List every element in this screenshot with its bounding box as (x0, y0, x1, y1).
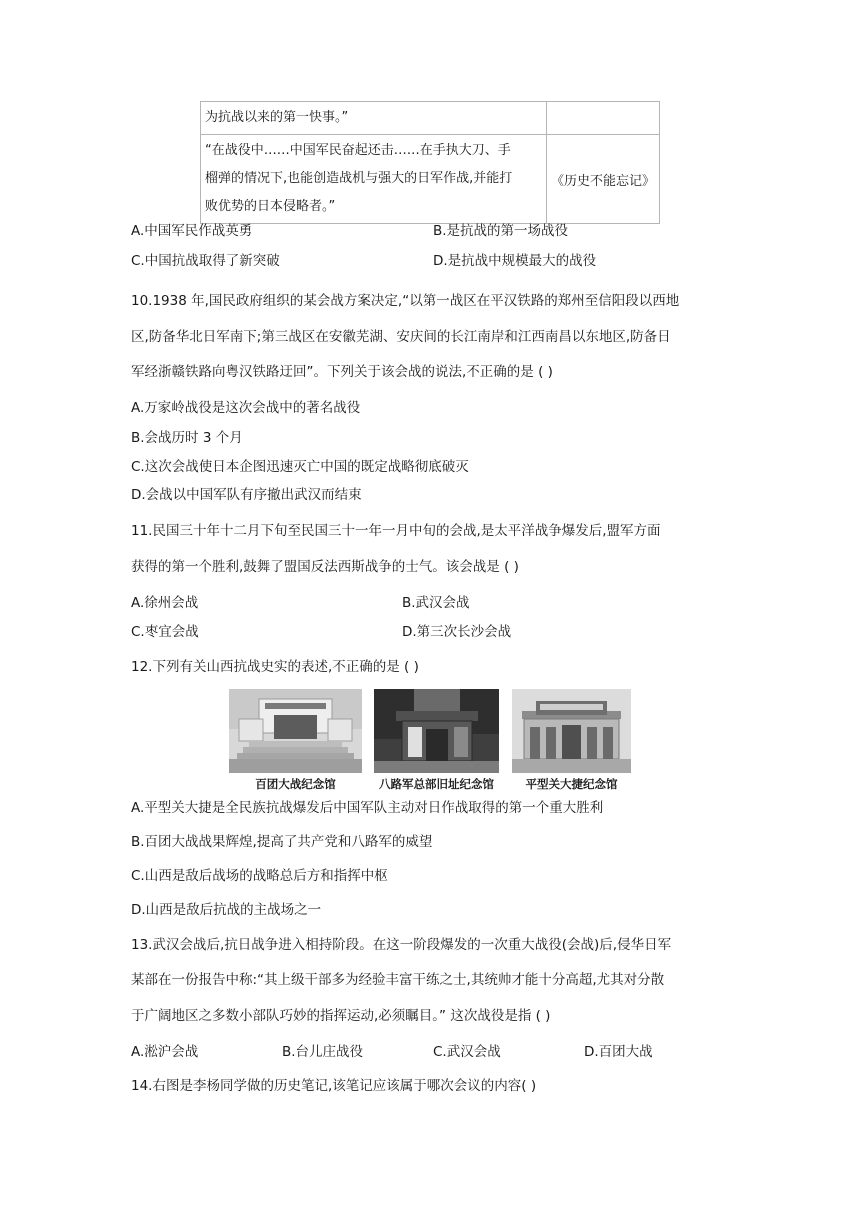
q10-option-d[interactable]: D.会战以中国军队有序撤出武汉而结束 (131, 487, 362, 503)
photo-hundred-regiments-memorial (229, 689, 362, 791)
q9-option-a[interactable]: A.中国军民作战英勇 (131, 223, 253, 239)
q11-stem-line: 11.民国三十年十二月下旬至民国三十一年一月中旬的会战,是太平洋战争爆发后,盟军方面 (131, 523, 661, 539)
photo-pingxingguan-memorial (512, 689, 631, 791)
q11-option-d[interactable]: D.第三次长沙会战 (402, 624, 512, 640)
q13-option-a[interactable]: A.淞沪会战 (131, 1044, 199, 1060)
q11-option-a[interactable]: A.徐州会战 (131, 595, 199, 611)
hq-gate-image (374, 689, 499, 773)
q14-stem: 14.右图是李杨同学做的历史笔记,该笔记应该属于哪次会议的内容( ) (131, 1078, 537, 1094)
q10-option-a[interactable]: A.万家岭战役是这次会战中的著名战役 (131, 400, 361, 416)
table-source-cell: 《历史不能忘记》 (546, 135, 659, 224)
q11-option-c[interactable]: C.枣宜会战 (131, 624, 199, 640)
quote-line: “在战役中……中国军民奋起还击……在手执大刀、手 (205, 143, 511, 158)
quote-table (200, 101, 660, 224)
memorial-photos (229, 689, 631, 793)
q9-options-row-1 (131, 221, 831, 241)
table-quote-cell: 为抗战以来的第一快事。” (201, 102, 547, 135)
q10-option-c[interactable]: C.这次会战使日本企图迅速灭亡中国的既定战略彻底破灭 (131, 459, 469, 475)
q12-option-a[interactable]: A.平型关大捷是全民族抗战爆发后中国军队主动对日作战取得的第一个重大胜利 (131, 800, 604, 816)
table-quote-cell (201, 135, 547, 224)
q10-stem-line: 区,防备华北日军南下;第三战区在安徽芜湖、安庆间的长江南岸和江西南昌以东地区,防备日 (131, 329, 671, 345)
q10-stem-line: 10.1938 年,国民政府组织的某会战方案决定,“以第一战区在平汉铁路的郑州至信阳段以西地 (131, 293, 680, 309)
q10-option-b[interactable]: B.会战历时 3 个月 (131, 430, 243, 446)
q13-options-row (131, 1042, 831, 1062)
table-row (201, 135, 660, 224)
q12-option-d[interactable]: D.山西是敌后抗战的主战场之一 (131, 902, 322, 918)
q9-option-b[interactable]: B.是抗战的第一场战役 (433, 223, 569, 239)
q11-option-b[interactable]: B.武汉会战 (402, 595, 470, 611)
q12-option-b[interactable]: B.百团大战战果辉煌,提高了共产党和八路军的威望 (131, 834, 433, 850)
table-row (201, 102, 660, 135)
quote-line: 败优势的日本侵略者。” (205, 199, 336, 214)
q13-option-d[interactable]: D.百团大战 (584, 1044, 653, 1060)
q13-stem-line: 于广阔地区之多数小部队巧妙的指挥运动,必须瞩目。” 这次战役是指 ( ) (131, 1008, 551, 1024)
q13-stem-line: 某部在一份报告中称:“其上级干部多为经验丰富干练之士,其统帅才能十分高超,尤其对分散 (131, 972, 665, 988)
photo-eighth-route-army-hq (374, 689, 499, 791)
q9-option-d[interactable]: D.是抗战中规模最大的战役 (433, 253, 597, 269)
q10-stem-line: 军经浙赣铁路向粤汉铁路迂回”。下列关于该会战的说法,不正确的是 ( ) (131, 364, 553, 380)
q11-options-row-2 (131, 622, 831, 642)
photo-caption: 百团大战纪念馆 (255, 777, 336, 791)
q12-option-c[interactable]: C.山西是敌后战场的战略总后方和指挥中枢 (131, 868, 388, 884)
q13-option-b[interactable]: B.台儿庄战役 (282, 1044, 364, 1060)
photo-caption: 平型关大捷纪念馆 (525, 777, 618, 791)
q9-option-c[interactable]: C.中国抗战取得了新突破 (131, 253, 280, 269)
photo-caption: 八路军总部旧址纪念馆 (379, 777, 494, 791)
memorial-building-image (229, 689, 362, 773)
q11-stem-line: 获得的第一个胜利,鼓舞了盟国反法西斯战争的士气。该会战是 ( ) (131, 559, 519, 575)
q11-options-row-1 (131, 593, 831, 613)
quote-line: 榴弹的情况下,也能创造战机与强大的日军作战,并能打 (205, 171, 513, 186)
table-source-cell (546, 102, 659, 135)
q9-options-row-2 (131, 251, 831, 271)
q13-stem-line: 13.武汉会战后,抗日战争进入相持阶段。在这一阶段爆发的一次重大战役(会战)后,侵华日军 (131, 937, 672, 953)
q12-stem: 12.下列有关山西抗战史实的表述,不正确的是 ( ) (131, 659, 419, 675)
q13-option-c[interactable]: C.武汉会战 (433, 1044, 501, 1060)
memorial-hall-image (512, 689, 631, 773)
